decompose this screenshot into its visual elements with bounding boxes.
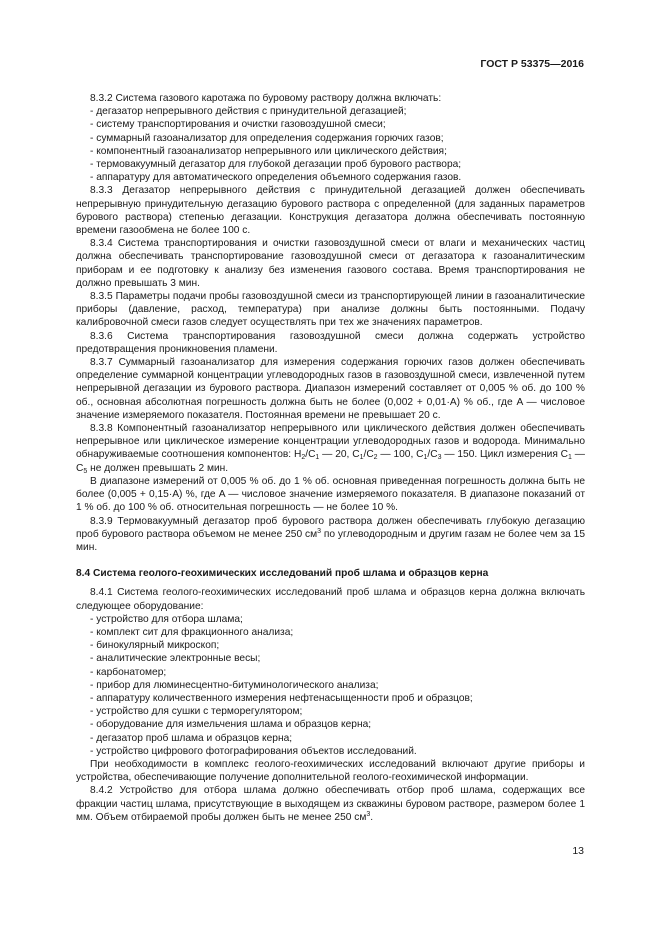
list-item: - бинокулярный микроскоп; (90, 640, 220, 652)
list-item: - карбонатомер; (90, 666, 167, 678)
standard-code: ГОСТ Р 53375—2016 (480, 58, 584, 70)
list-item: - дегазатор проб шлама и образцов керна; (90, 732, 293, 744)
document-body (76, 92, 585, 824)
clause-8-3-8: 8.3.8 Компонентный газоанализатор непрерывного или циклического действия должен обеспечивать непрерывное или циклическое измерение концентрации углеводородных газов и водорода. Минимально обнаруживаемые соотношения компонентов: $H_2/C_1$ — 20, $C_1/C_2$ — 100, $C_1/C_3$ — 150. Цикл измерения $C_1$ — $C_5$ не должен превышать 2 мин. (76, 423, 585, 475)
clause-8-4-1-intro: 8.4.1 Система геолого-геохимических исследований проб шлама и образцов керна должна включать следующее оборудование: (76, 587, 585, 612)
list-item: - аппаратуру количественного измерения нефтенасыщенности проб и образцов; (90, 692, 473, 704)
clause-8-3-3: 8.3.3 Дегазатор непрерывного действия с принудительной дегазацией должен обеспечивать непрерывную принудительную дегазацию бурового раствора с определенной (для заданных параметров бурового раствора) степенью дегазации. Конструкция дегазатора должна обеспечивать постоянную времени газообмена не более 100 с. (76, 185, 585, 237)
clause-8-3-9: 8.3.9 Термовакуумный дегазатор проб бурового раствора должен обеспечивать глубокую дегазацию проб бурового раствора объемом не менее 250 $см^3$ по углеводородным и другим газам не более чем за 15 мин. (76, 515, 585, 553)
clause-8-3-2-list (76, 105, 585, 184)
list-item: - устройство для отбора шлама; (90, 613, 243, 625)
list-item: - устройство цифрового фотографирования объектов исследований. (90, 745, 417, 757)
list-item: - термовакуумный дегазатор для глубокой дегазации проб бурового раствора; (90, 159, 462, 171)
list-item: - аппаратуру для автоматического определения объемного содержания газов. (90, 172, 462, 184)
list-item: - дегазатор непрерывного действия с принудительной дегазацией; (90, 106, 407, 118)
section-8-4-title: 8.4 Система геолого-геохимических исследований проб шлама и образцов керна (76, 568, 489, 580)
clause-8-4-1-note: При необходимости в комплекс геолого-геохимических исследований включают другие приборы и устройства, обеспечивающие получение дополнительной геолого-геохимической информации. (76, 758, 585, 784)
clause-8-3-5: 8.3.5 Параметры подачи пробы газовоздушной смеси из транспортирующей линии в газоаналитические приборы (давление, расход, температура) при анализе должны быть постоянными. Подачу калибровочной смеси газов следует осуществлять при тех же значениях параметров. (76, 291, 585, 329)
clause-8-4-1-list (76, 613, 585, 758)
clause-8-3-7: 8.3.7 Суммарный газоанализатор для измерения содержания горючих газов должен обеспечивать определение суммарной концентрации углеводородных газов в газовоздушной смеси, извлеченной путем непрерывной дегазации из бурового раствора. Диапазон измерений составляет от 0,005 % об. до 100 % об., основная абсолютная погрешность должна быть не более (0,002 + 0,01·A) % об., где A — числовое значение измеряемого показателя. Постоянная времени не превышает 20 с. (76, 357, 585, 421)
clause-8-3-2-intro: 8.3.2 Система газового каротажа по буровому раствору должна включать: (90, 93, 442, 104)
page-number: 13 (572, 845, 584, 857)
list-item: - прибор для люминесцентно-битуминологического анализа; (90, 679, 379, 691)
clause-8-3-6: 8.3.6 Система транспортирования газовоздушной смеси должна содержать устройство предотвращения проникновения пламени. (76, 330, 585, 355)
list-item: - компонентный газоанализатор непрерывного или циклического действия; (90, 145, 447, 157)
list-item: - оборудование для измельчения шлама и образцов керна; (90, 719, 372, 731)
list-item: - суммарный газоанализатор для определения содержания горючих газов; (90, 132, 444, 144)
list-item: - систему транспортирования и очистки газовоздушной смеси; (90, 119, 386, 131)
list-item: - комплект сит для фракционного анализа; (90, 626, 294, 638)
clause-8-3-4: 8.3.4 Система транспортирования и очистки газовоздушной смеси от влаги и механических частиц должна обеспечивать транспортирование газовоздушной смеси от дегазатора к газоаналитическим приборам и ее подготовку к анализу без изменения газового состава. Время транспортирования не должно превышать 3 мин. (76, 238, 585, 289)
list-item: - устройство для сушки с терморегулятором; (90, 706, 303, 718)
clause-8-3-8-range: В диапазоне измерений от 0,005 % об. до 1 % об. основная приведенная погрешность должна быть не более (0,005 + 0,15·A) %, где A — числовое значение измеряемого показателя. В диапазоне показаний от 1 % об. до 100 % об. относительная погрешность — не более 10 %. (76, 475, 585, 514)
clause-8-4-2: 8.4.2 Устройство для отбора шлама должно обеспечивать отбор проб шлама, содержащих все фракции частиц шлама, присутствующие в выходящем из скважины буровом растворе, размером более 1 мм. Объем отбираемой пробы должен быть не менее 250 $см^3$. (76, 785, 585, 823)
list-item: - аналитические электронные весы; (90, 653, 261, 665)
